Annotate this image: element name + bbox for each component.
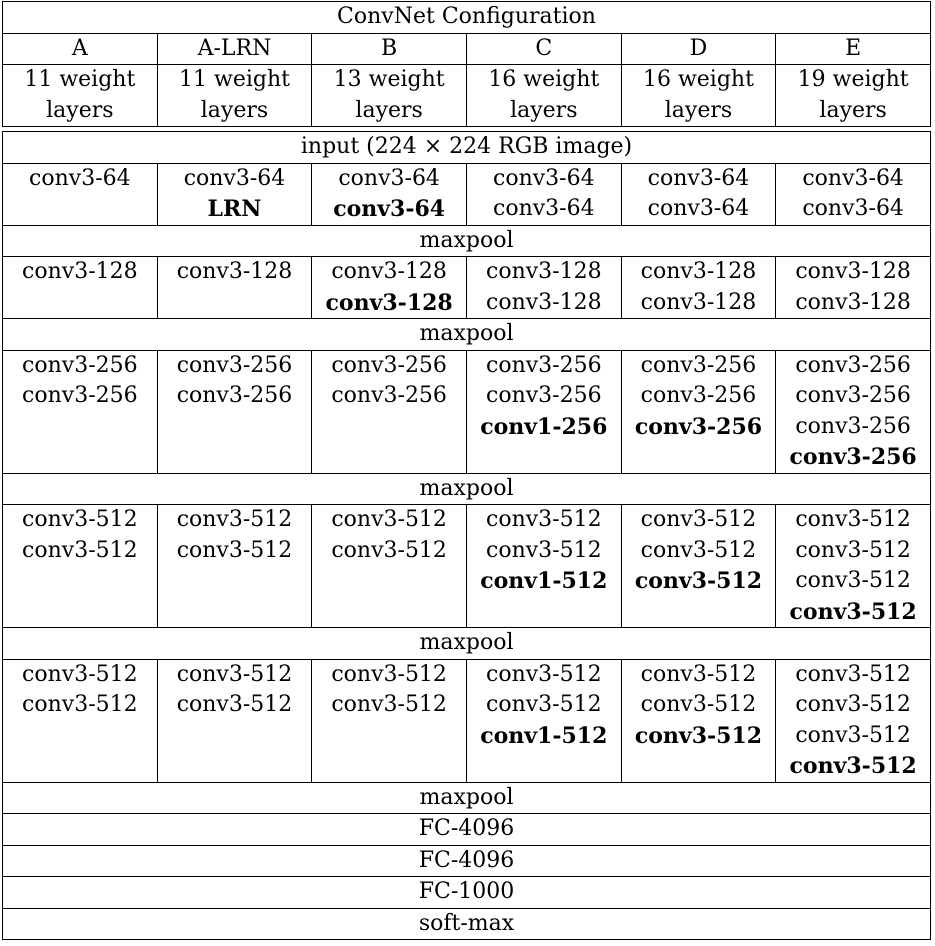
layer-label: conv3-512 <box>640 692 757 717</box>
column-name-a-lrn: A-LRN <box>157 33 312 65</box>
layer-label: conv3-512 <box>640 537 757 563</box>
maxpool-cell: maxpool <box>3 319 931 351</box>
depth-line: 13 weight <box>333 67 445 92</box>
column-depth-b <box>312 65 467 127</box>
layer-label: conv3-512 <box>795 507 911 532</box>
layer-label: conv3-256 <box>795 383 911 408</box>
layer-label: conv3-512 <box>22 537 138 563</box>
column-depth-c <box>466 65 621 127</box>
layer-cell-c <box>466 505 621 628</box>
layer-label: conv3-128 <box>331 259 447 284</box>
layer-label: conv3-256 <box>640 383 757 408</box>
fc-row <box>3 814 931 846</box>
input-row <box>3 132 931 164</box>
layer-cell-d <box>621 505 776 628</box>
layer-cell-d <box>621 659 776 782</box>
layer-label: conv3-128 <box>795 259 911 284</box>
stage-row <box>3 257 931 319</box>
layer-label: conv3-512 <box>486 661 602 687</box>
depth-line: 16 weight <box>488 67 600 92</box>
layer-label: conv3-256 <box>486 352 602 378</box>
maxpool-cell: maxpool <box>3 473 931 505</box>
layer-label: conv3-128 <box>325 289 453 316</box>
layer-label: conv3-64 <box>333 196 446 222</box>
layer-label: conv3-64 <box>802 196 904 221</box>
title-row <box>3 2 931 34</box>
layer-label: conv3-512 <box>331 692 447 717</box>
layer-cell-a-lrn <box>157 350 312 473</box>
depth-line: layers <box>510 97 578 123</box>
maxpool-row <box>3 628 931 660</box>
layer-label: conv3-512 <box>176 661 293 687</box>
layer-cell-a-lrn <box>157 257 312 319</box>
layer-cell-b <box>312 659 467 782</box>
layer-label: conv3-512 <box>176 507 293 532</box>
layer-label: conv3-512 <box>795 537 911 563</box>
layer-label: conv3-256 <box>640 352 757 378</box>
column-depth-a <box>3 65 158 127</box>
maxpool-row <box>3 319 931 351</box>
layer-label: conv3-64 <box>338 165 440 191</box>
layer-cell-e <box>776 257 931 319</box>
layer-cell-d <box>621 350 776 473</box>
softmax-layer: soft-max <box>3 908 931 940</box>
layer-label: conv3-512 <box>789 598 917 625</box>
layer-label: conv3-512 <box>176 537 293 563</box>
layer-cell-d <box>621 257 776 319</box>
maxpool-row <box>3 225 931 257</box>
layer-label: conv3-512 <box>176 692 293 717</box>
layer-label: conv3-256 <box>22 352 138 378</box>
depth-line: layers <box>819 97 887 123</box>
layer-label: conv3-512 <box>22 692 138 717</box>
layer-cell-b <box>312 257 467 319</box>
depth-line: layers <box>46 97 114 123</box>
convnet-config-table <box>2 1 931 940</box>
input-label: input (224 × 224 RGB image) <box>3 132 931 164</box>
layer-cell-d <box>621 163 776 225</box>
table-title: ConvNet Configuration <box>3 2 931 34</box>
column-name-e: E <box>776 33 931 65</box>
depth-line: layers <box>200 97 269 123</box>
layer-label: conv3-512 <box>634 568 763 594</box>
layer-label: conv3-512 <box>795 568 911 593</box>
depth-line: layers <box>355 97 423 123</box>
column-depth-d <box>621 65 776 127</box>
layer-cell-e <box>776 659 931 782</box>
layer-label: conv3-256 <box>789 444 917 470</box>
column-depth-a-lrn <box>157 65 312 127</box>
layer-label: conv3-64 <box>493 165 595 191</box>
layer-cell-a-lrn <box>157 505 312 628</box>
layer-label: conv3-512 <box>640 507 757 532</box>
layer-cell-c <box>466 659 621 782</box>
layer-label: conv3-512 <box>331 661 447 687</box>
layer-cell-a <box>3 505 158 628</box>
maxpool-row <box>3 473 931 505</box>
layer-label: conv3-256 <box>176 352 293 378</box>
layer-label: LRN <box>207 196 262 222</box>
layer-cell-e <box>776 505 931 628</box>
depth-line: layers <box>664 97 733 123</box>
layer-cell-e <box>776 350 931 473</box>
layer-label: conv3-512 <box>486 692 602 717</box>
layer-cell-a <box>3 163 158 225</box>
layer-label: conv3-512 <box>22 661 138 687</box>
layer-label: conv3-512 <box>22 507 138 532</box>
layer-label: conv3-512 <box>789 753 917 779</box>
fc-row <box>3 845 931 877</box>
depth-line: 11 weight <box>24 67 136 92</box>
layer-label: conv3-512 <box>640 661 757 687</box>
fc-layer: FC-4096 <box>3 845 931 877</box>
column-depth-e <box>776 65 931 127</box>
softmax-row <box>3 908 931 940</box>
layer-label: conv3-64 <box>29 165 131 191</box>
layer-label: conv3-512 <box>795 722 911 748</box>
layer-label: conv3-512 <box>634 722 763 749</box>
layer-label: conv3-256 <box>795 352 911 378</box>
layer-cell-c <box>466 350 621 473</box>
maxpool-cell: maxpool <box>3 225 931 257</box>
layer-label: conv3-128 <box>486 259 602 284</box>
layer-label: conv3-512 <box>331 507 447 532</box>
depth-line: 16 weight <box>642 67 754 92</box>
layer-label: conv3-512 <box>486 507 602 532</box>
column-depth-row <box>3 65 931 127</box>
layer-label: conv3-128 <box>22 259 138 284</box>
layer-label: conv3-256 <box>634 413 763 440</box>
layer-label: conv1-256 <box>480 413 608 440</box>
layer-label: conv3-128 <box>486 289 602 315</box>
layer-cell-a <box>3 350 158 473</box>
layer-label: conv1-512 <box>480 568 608 594</box>
column-name-d: D <box>621 33 776 65</box>
layer-label: conv3-256 <box>176 383 293 408</box>
layer-cell-a-lrn <box>157 163 312 225</box>
column-name-row <box>3 33 931 65</box>
layer-label: conv3-64 <box>183 165 286 191</box>
column-name-c: C <box>466 33 621 65</box>
layer-label: conv3-256 <box>795 413 911 439</box>
layer-label: conv3-512 <box>795 692 911 717</box>
stage-row <box>3 659 931 782</box>
layer-cell-a <box>3 659 158 782</box>
layer-label: conv3-256 <box>331 352 447 378</box>
layer-cell-c <box>466 163 621 225</box>
depth-line: 11 weight <box>179 67 290 92</box>
fc-layer: FC-4096 <box>3 814 931 846</box>
maxpool-cell: maxpool <box>3 782 931 814</box>
layer-label: conv3-256 <box>331 383 447 408</box>
layer-label: conv3-64 <box>647 165 750 191</box>
layer-cell-c <box>466 257 621 319</box>
layer-label: conv3-512 <box>795 661 911 687</box>
column-name-a: A <box>3 33 158 65</box>
layer-cell-a-lrn <box>157 659 312 782</box>
layer-label: conv3-128 <box>640 259 757 284</box>
layer-label: conv3-256 <box>22 383 138 408</box>
layer-label: conv3-512 <box>486 537 602 563</box>
layer-label: conv3-64 <box>802 165 904 191</box>
layer-cell-b <box>312 163 467 225</box>
layer-label: conv3-64 <box>647 196 750 221</box>
layer-label: conv3-128 <box>176 259 293 284</box>
layer-label: conv3-256 <box>486 383 602 408</box>
layer-label: conv3-64 <box>493 196 595 221</box>
layer-label: conv3-512 <box>331 537 447 563</box>
stage-row <box>3 163 931 225</box>
layer-cell-a <box>3 257 158 319</box>
layer-cell-e <box>776 163 931 225</box>
maxpool-row <box>3 782 931 814</box>
fc-layer: FC-1000 <box>3 877 931 909</box>
stage-row <box>3 505 931 628</box>
layer-label: conv3-128 <box>640 289 757 315</box>
layer-label: conv1-512 <box>480 722 608 749</box>
depth-line: 19 weight <box>797 67 909 92</box>
layer-cell-b <box>312 350 467 473</box>
fc-row <box>3 877 931 909</box>
column-name-b: B <box>312 33 467 65</box>
layer-cell-b <box>312 505 467 628</box>
stage-row <box>3 350 931 473</box>
layer-label: conv3-128 <box>795 289 911 315</box>
maxpool-cell: maxpool <box>3 628 931 660</box>
